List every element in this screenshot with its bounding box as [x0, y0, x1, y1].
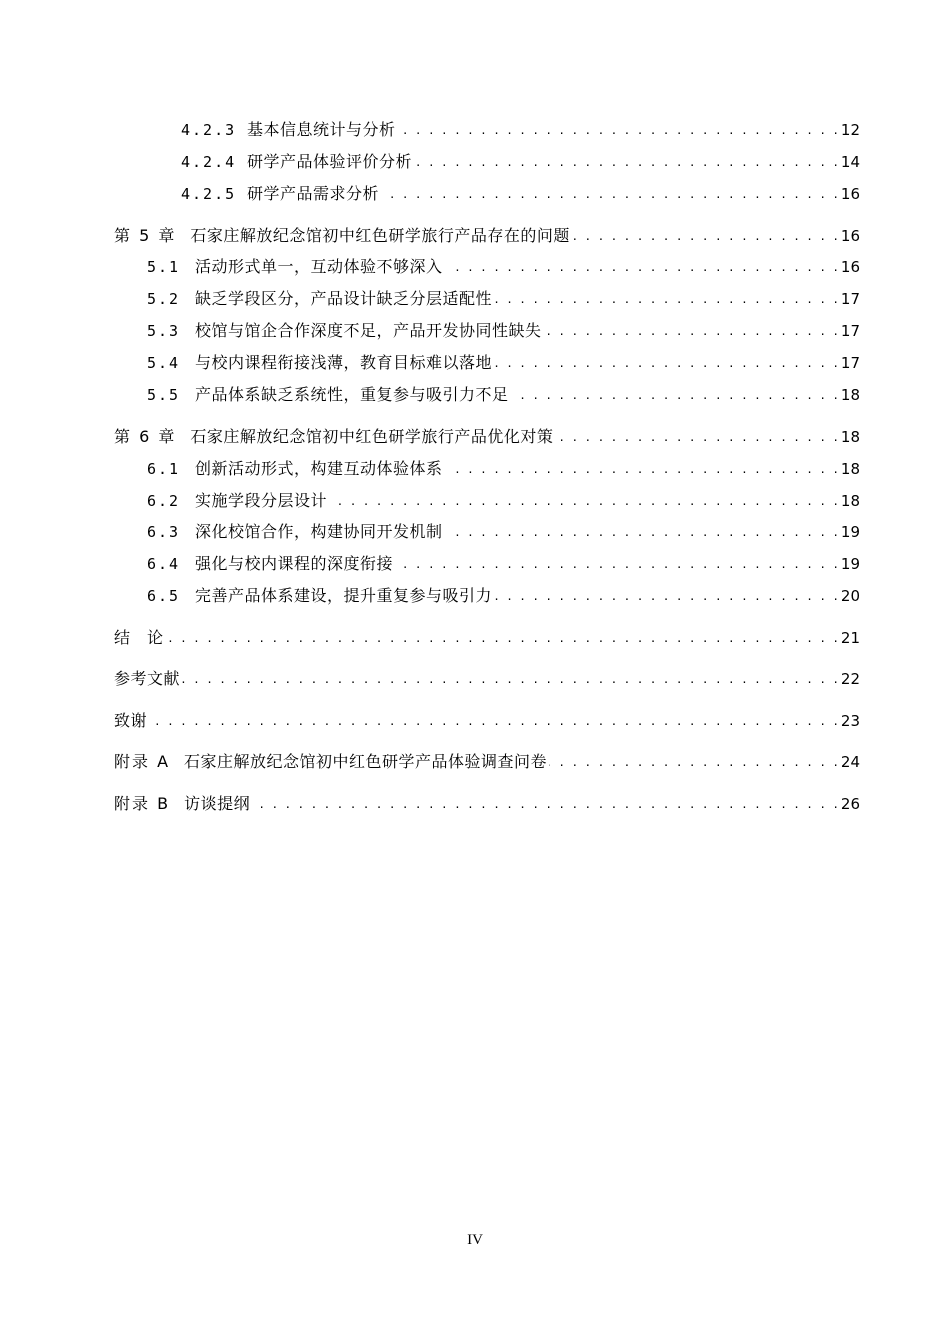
toc-entry-page: 20: [840, 587, 860, 605]
toc-entry-5-5[interactable]: [147, 383, 860, 407]
dot-leader: [166, 626, 839, 650]
toc-entry-5-4[interactable]: [147, 351, 860, 375]
toc-entry-acknowledgements[interactable]: [114, 709, 860, 733]
toc-entry-number: 6.4: [147, 555, 181, 573]
toc-entry-title: 深化校馆合作，构建协同开发机制: [195, 522, 443, 541]
toc-entry-number: 4.2.4: [181, 153, 237, 171]
toc-entry-page: 17: [840, 322, 860, 340]
toc-entry-number: 6.2: [147, 492, 181, 510]
toc-entry-number: 6.1: [147, 460, 181, 478]
toc-entry-title: 基本信息统计与分析: [247, 120, 396, 139]
toc-entry-page: 21: [840, 629, 860, 647]
toc-entry-appendix-b[interactable]: [114, 792, 860, 816]
dot-leader: [494, 351, 839, 375]
dot-leader: [398, 118, 839, 142]
toc-entry-number: 5.2: [147, 290, 181, 308]
toc-entry-number: 6.5: [147, 587, 181, 605]
dot-leader: [414, 150, 839, 174]
dot-leader: [329, 489, 839, 513]
toc-entry-page: 19: [840, 523, 860, 541]
toc-entry-chapter-6[interactable]: [114, 425, 860, 449]
toc-entry-title: 缺乏学段区分，产品设计缺乏分层适配性: [195, 289, 493, 308]
toc-entry-title: 石家庄解放纪念馆初中红色研学产品体验调查问卷: [184, 752, 548, 771]
toc-entry-page: 16: [840, 258, 860, 276]
dot-leader: [381, 182, 839, 206]
toc-entry-title: 研学产品体验评价分析: [247, 152, 413, 171]
toc-entry-4-2-3[interactable]: [181, 118, 860, 142]
toc-entry-6-1[interactable]: [147, 457, 860, 481]
toc-entry-page: 16: [840, 227, 860, 245]
dot-leader: [572, 224, 839, 248]
dot-leader: [544, 319, 839, 343]
toc-entry-references[interactable]: [114, 667, 860, 691]
toc-entry-page: 18: [840, 460, 860, 478]
toc-entry-4-2-5[interactable]: [181, 182, 860, 206]
toc-entry-title: 访谈提纲: [184, 794, 251, 813]
toc-entry-title: 研学产品需求分析: [247, 184, 380, 203]
toc-entry-page: 18: [840, 386, 860, 404]
toc-entry-title: 完善产品体系建设，提升重复参与吸引力: [195, 586, 493, 605]
toc-entry-page: 16: [840, 185, 860, 203]
toc-entry-number: 第 6 章: [114, 427, 177, 446]
toc-entry-title: 活动形式单一，互动体验不够深入: [195, 257, 443, 276]
dot-leader: [494, 287, 839, 311]
dot-leader: [445, 520, 839, 544]
toc-entry-number: 5.5: [147, 386, 181, 404]
dot-leader: [494, 584, 839, 608]
toc-entry-number: 附录 B: [114, 794, 171, 813]
toc-entry-page: 14: [840, 153, 860, 171]
dot-leader: [549, 750, 839, 774]
dot-leader: [395, 552, 839, 576]
toc-entry-6-3[interactable]: [147, 520, 860, 544]
toc-entry-title: 产品体系缺乏系统性，重复参与吸引力不足: [195, 385, 509, 404]
toc-entry-number: 第 5 章: [114, 226, 177, 245]
toc-entry-5-1[interactable]: [147, 255, 860, 279]
toc-entry-title: 石家庄解放纪念馆初中红色研学旅行产品优化对策: [190, 427, 554, 446]
dot-leader: [445, 457, 839, 481]
toc-entry-page: 12: [840, 121, 860, 139]
toc-entry-title: 参考文献: [114, 669, 181, 688]
toc-entry-number: 6.3: [147, 523, 181, 541]
toc-entry-6-2[interactable]: [147, 489, 860, 513]
toc-entry-page: 22: [840, 670, 860, 688]
toc-entry-title: 强化与校内课程的深度衔接: [195, 554, 394, 573]
toc-entry-6-4[interactable]: [147, 552, 860, 576]
toc-entry-chapter-5[interactable]: [114, 224, 860, 248]
toc-entry-page: 17: [840, 354, 860, 372]
toc-entry-page: 23: [840, 712, 860, 730]
toc-entry-page: 18: [840, 492, 860, 510]
toc-entry-page: 24: [840, 753, 860, 771]
dot-leader: [511, 383, 839, 407]
toc-entry-title: 校馆与馆企合作深度不足，产品开发协同性缺失: [195, 321, 542, 340]
toc-entry-page: 18: [840, 428, 860, 446]
toc-entry-4-2-4[interactable]: [181, 150, 860, 174]
toc-entry-number: 5.1: [147, 258, 181, 276]
toc-entry-page: 17: [840, 290, 860, 308]
dot-leader: [182, 667, 839, 691]
toc-entry-6-5[interactable]: [147, 584, 860, 608]
page-number: IV: [467, 1232, 483, 1248]
toc-entry-number: 4.2.3: [181, 121, 237, 139]
toc-entry-page: 19: [840, 555, 860, 573]
toc-entry-number: 5.3: [147, 322, 181, 340]
toc-entry-number: 4.2.5: [181, 185, 237, 203]
toc-entry-title: 实施学段分层设计: [195, 491, 328, 510]
dot-leader: [252, 792, 839, 816]
toc-entry-number: 5.4: [147, 354, 181, 372]
toc-entry-title: 创新活动形式，构建互动体验体系: [195, 459, 443, 478]
toc-entry-title: 致谢: [114, 711, 148, 730]
dot-leader: [555, 425, 839, 449]
toc-entry-5-2[interactable]: [147, 287, 860, 311]
toc-entry-title: 结 论: [114, 628, 164, 647]
dot-leader: [149, 709, 839, 733]
toc-entry-page: 26: [840, 795, 860, 813]
toc-entry-5-3[interactable]: [147, 319, 860, 343]
dot-leader: [445, 255, 839, 279]
toc-entry-appendix-a[interactable]: [114, 750, 860, 774]
toc-entry-conclusion[interactable]: [114, 626, 860, 650]
toc-entry-title: 与校内课程衔接浅薄，教育目标难以落地: [195, 353, 493, 372]
toc-entry-number: 附录 A: [114, 752, 171, 771]
toc-entry-title: 石家庄解放纪念馆初中红色研学旅行产品存在的问题: [190, 226, 570, 245]
